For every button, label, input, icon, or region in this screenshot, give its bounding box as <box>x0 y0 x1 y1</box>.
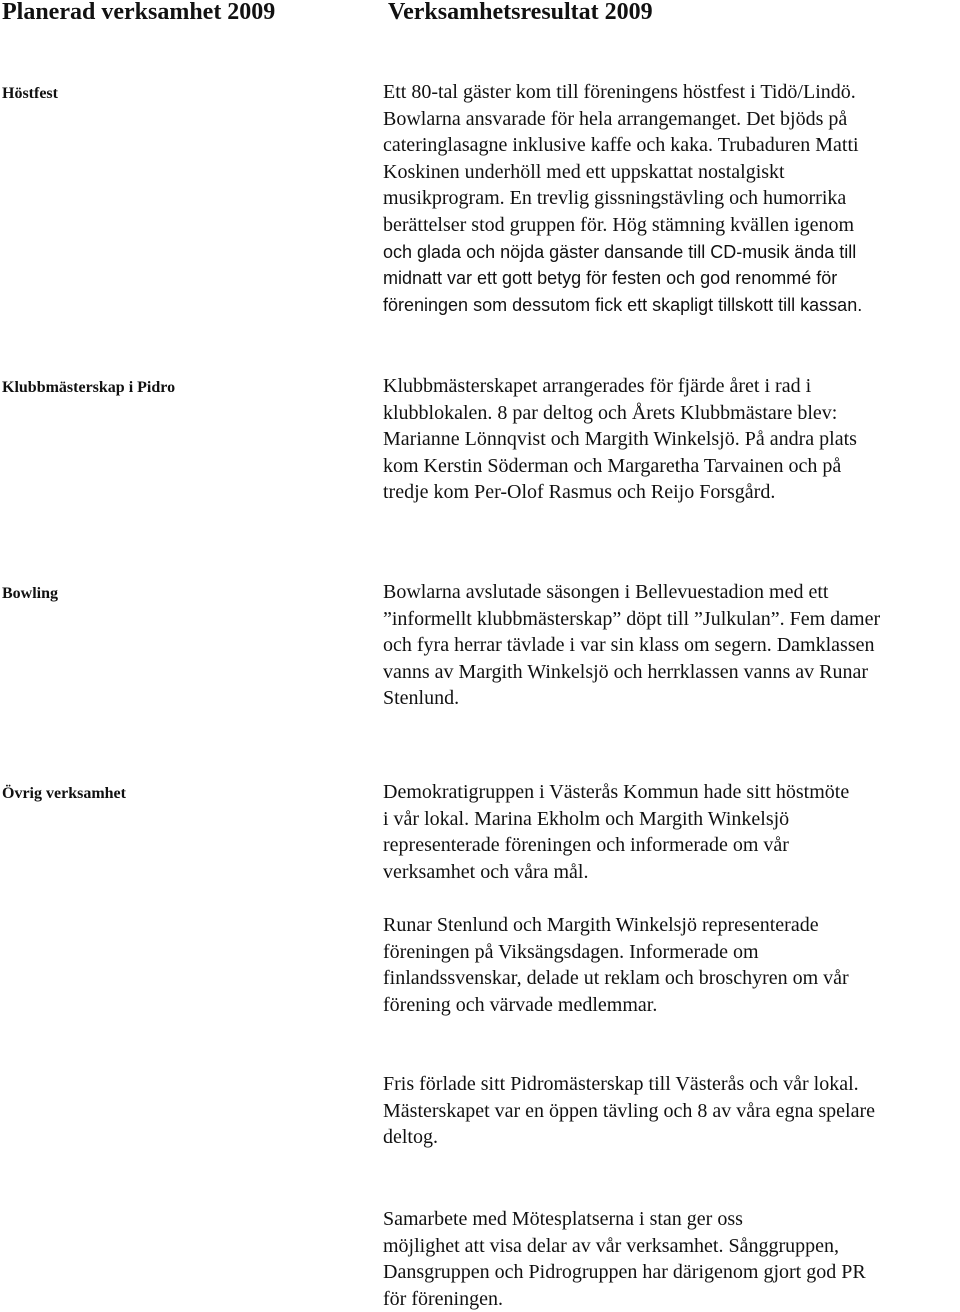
text-line: Samarbete med Mötesplatserna i stan ger oss <box>383 1208 743 1230</box>
section-text-other-1 <box>383 779 960 885</box>
text-line: för föreningen. <box>383 1287 503 1310</box>
text-line: representerade föreningen och informerade om vår <box>383 834 789 857</box>
section-text-other-4 <box>383 1206 960 1312</box>
text-line: vanns av Margith Winkelsjö och herrklassen vanns av Runar <box>383 660 869 683</box>
text-line: Fris förlade sitt Pidromästerskap till Västerås och vår lokal. <box>383 1073 859 1095</box>
section-text-bowling <box>383 579 960 712</box>
text-line: föreningen som dessutom fick ett skapligt tillskott till kassan. <box>383 294 863 315</box>
text-line: Marianne Lönnqvist och Margith Winkelsjö. På andra plats <box>383 428 857 451</box>
section-text-pidro <box>383 373 960 506</box>
section-label-pidro: Klubbmästerskap i Pidro <box>2 379 176 396</box>
text-line: förening och värvade medlemmar. <box>383 993 658 1016</box>
text-line: Mästerskapet var en öppen tävling och 8 av våra egna spelare <box>383 1099 876 1122</box>
text-line: finlandssvenskar, delade ut reklam och broschyren om vår <box>383 967 849 990</box>
section-label-bowling: Bowling <box>2 585 59 602</box>
text-line: föreningen på Viksängsdagen. Informerade om <box>383 940 759 963</box>
text-line: musikprogram. En trevlig gissningstävling och humorrika <box>383 187 847 210</box>
text-line: möjlighet att visa delar av vår verksamhet. Sånggruppen, <box>383 1234 839 1257</box>
text-line: verksamhet och våra mål. <box>383 860 589 883</box>
text-line: tredje kom Per-Olof Rasmus och Reijo Forsgård. <box>383 481 776 504</box>
activity-results-heading: Verksamhetsresultat 2009 <box>388 0 653 25</box>
section-text-other-3 <box>383 1071 960 1151</box>
planned-activities-heading: Planerad verksamhet 2009 <box>2 0 276 25</box>
text-line: deltog. <box>383 1126 438 1149</box>
text-line: Klubbmästerskapet arrangerades för fjärde året i rad i <box>383 375 812 397</box>
text-line: cateringlasagne inklusive kaffe och kaka. Trubaduren Matti <box>383 134 859 157</box>
text-line: ”informellt klubbmästerskap” döpt till ”Julkulan”. Fem damer <box>383 607 881 630</box>
text-line: midnatt var ett gott betyg för festen och god renommé för <box>383 268 838 289</box>
section-label-hostfest: Höstfest <box>2 85 58 102</box>
text-line: Stenlund. <box>383 687 460 710</box>
text-line: kom Kerstin Söderman och Margaretha Tarvainen och på <box>383 454 842 477</box>
text-line: Demokratigruppen i Västerås Kommun hade sitt höstmöte <box>383 781 850 803</box>
text-line: och fyra herrar tävlade i var sin klass om segern. Damklassen <box>383 634 875 657</box>
text-line: Bowlarna ansvarade för hela arrangemanget. Det bjöds på <box>383 107 848 130</box>
text-line: klubblokalen. 8 par deltog och Årets Klubbmästare blev: <box>383 401 838 424</box>
text-line: berättelser stod gruppen för. Hög stämning kvällen igenom <box>383 213 855 236</box>
section-text-other-2 <box>383 912 960 1018</box>
text-line: Dansgruppen och Pidrogruppen har därigenom gjort god PR <box>383 1261 866 1284</box>
text-line: Runar Stenlund och Margith Winkelsjö representerade <box>383 914 819 936</box>
text-line: Ett 80-tal gäster kom till föreningens höstfest i Tidö/Lindö. <box>383 81 856 103</box>
text-line: och glada och nöjda gäster dansande till CD-musik ända till <box>383 241 857 262</box>
text-line: Bowlarna avslutade säsongen i Bellevuestadion med ett <box>383 581 829 603</box>
text-line: Koskinen underhöll med ett uppskattat nostalgiskt <box>383 160 785 183</box>
section-text-hostfest <box>383 79 960 318</box>
section-label-other: Övrig verksamhet <box>2 785 126 802</box>
text-line: i vår lokal. Marina Ekholm och Margith Winkelsjö <box>383 807 790 830</box>
